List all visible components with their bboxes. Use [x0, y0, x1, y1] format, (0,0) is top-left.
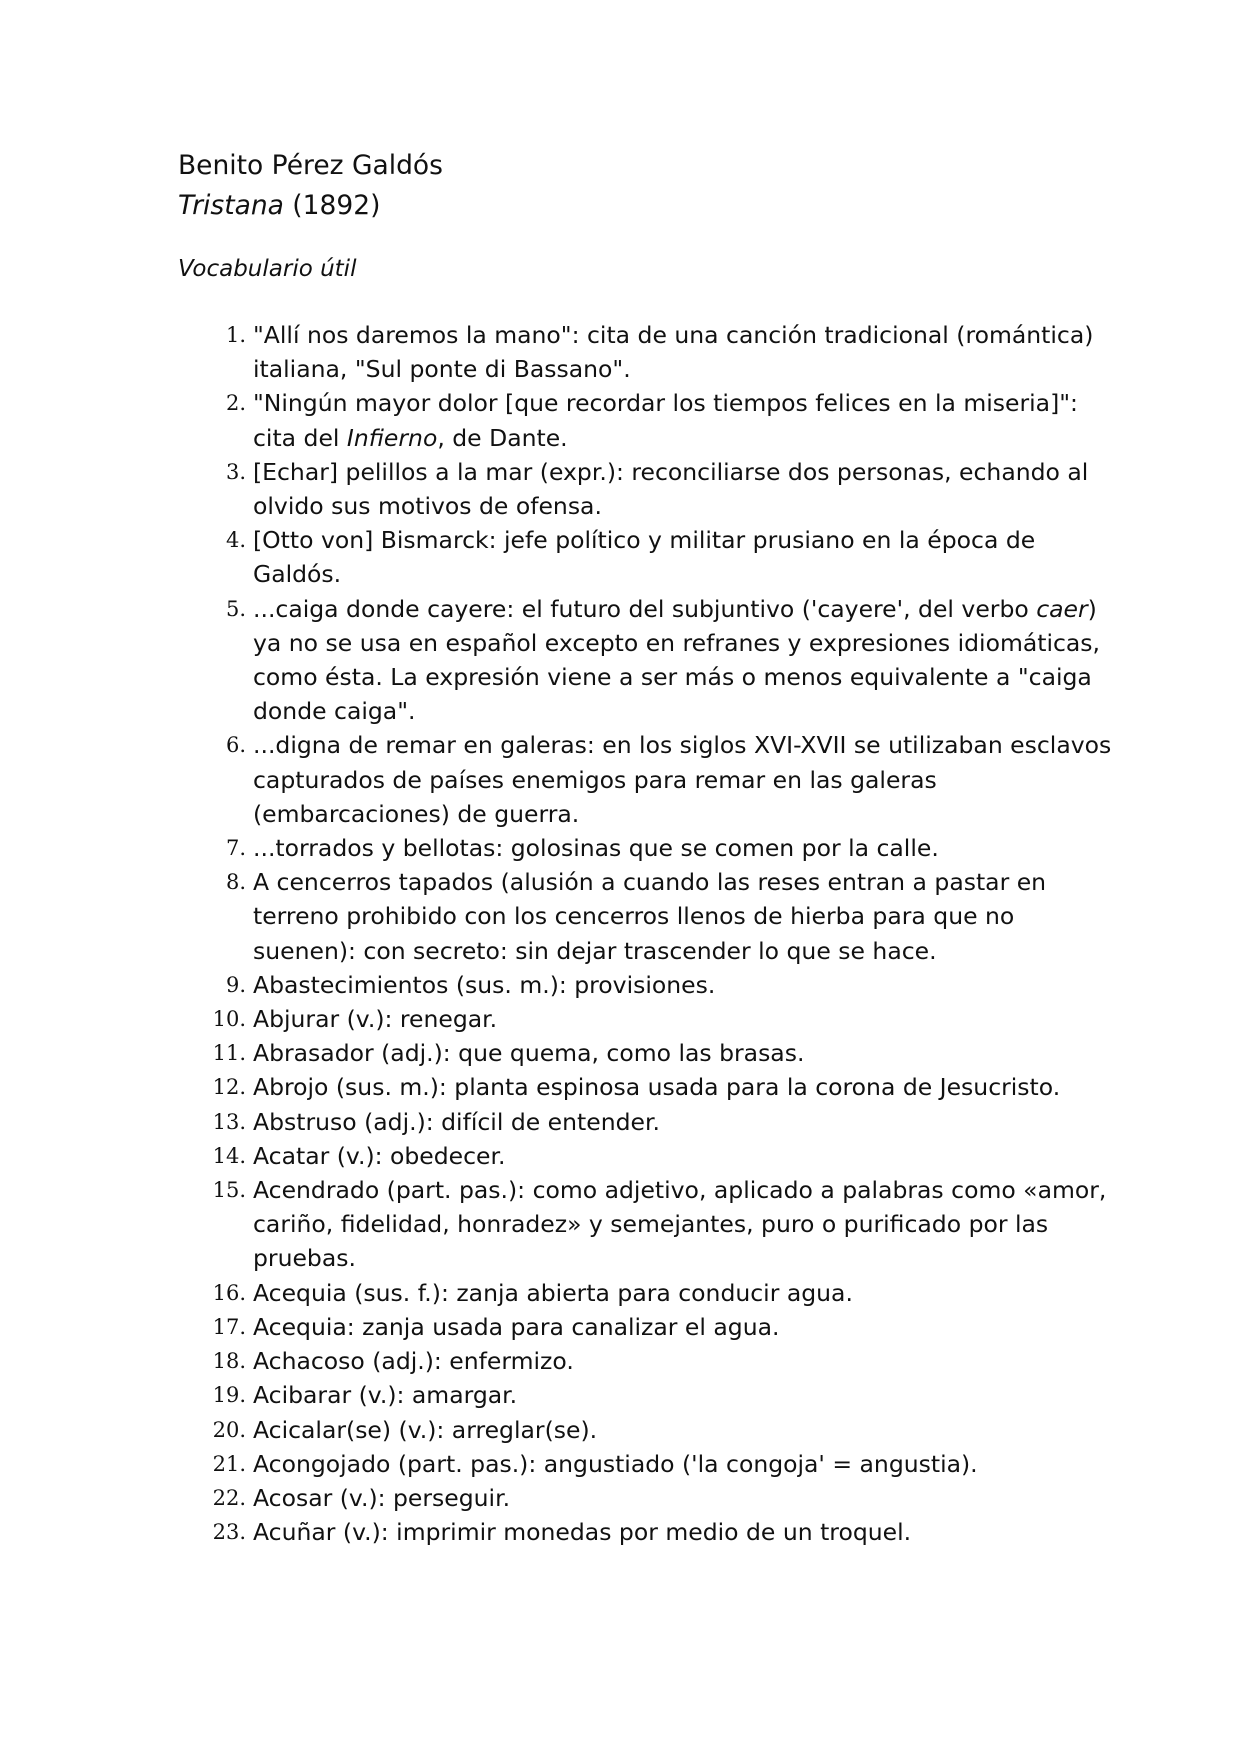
- entry-number: 5.: [225, 596, 246, 621]
- document-page: [178, 146, 1112, 1549]
- vocab-entry: [178, 523, 1123, 591]
- entry-text: Acatar (v.): obedecer.: [253, 1141, 506, 1170]
- vocab-entry: [178, 1344, 1123, 1378]
- entry-text: Acequia (sus. f.): zanja abierta para conducir agua.: [253, 1278, 853, 1307]
- entry-number: 1.: [225, 323, 246, 347]
- entry-number: 12.: [212, 1075, 246, 1100]
- entry-number: 4.: [225, 528, 246, 553]
- work-title: Tristana: [178, 190, 284, 221]
- vocab-entry: [178, 968, 1123, 1002]
- vocab-entry: [178, 1002, 1123, 1036]
- section-title: Vocabulario útil: [178, 256, 357, 282]
- vocab-entry: [178, 1139, 1123, 1173]
- vocab-entry: [178, 455, 1123, 523]
- vocab-entry: [178, 1036, 1123, 1070]
- entry-text-emphasis: caer: [1036, 594, 1088, 623]
- entry-number: 21.: [212, 1451, 246, 1476]
- entry-number: 11.: [212, 1041, 246, 1066]
- entry-number: 9.: [225, 972, 246, 997]
- entry-text-post: ) ya no se usa en español excepto en refranes y expresiones idiomáticas, como ésta. La expresión viene a ser más o menos equivalente a "caiga donde caiga".: [253, 594, 1101, 726]
- entry-text: Acequia: zanja usada para canalizar el agua.: [253, 1312, 780, 1341]
- entry-number: 10.: [212, 1007, 246, 1032]
- entry-text: A cencerros tapados (alusión a cuando las reses entran a pastar en terreno prohibido con los cencerros llenos de hierba para que no suenen): con secreto: sin dejar trascender lo que se hace.: [253, 868, 1047, 965]
- work-heading: [178, 186, 1078, 226]
- vocab-entry: [178, 1070, 1123, 1104]
- entry-number: 6.: [225, 733, 246, 758]
- entry-text: Abjurar (v.): renegar.: [253, 1005, 498, 1034]
- entry-number: 3.: [225, 459, 246, 484]
- entry-text: ...digna de remar en galeras: en los siglos XVI-XVII se utilizaban esclavos capturados de países enemigos para remar en las galeras (embarcaciones) de guerra.: [253, 731, 1112, 828]
- entry-text: Acongojado (part. pas.): angustiado ('la congoja' = angustia).: [253, 1449, 978, 1478]
- vocabulary-list: [178, 318, 1112, 1549]
- entry-text: [Otto von] Bismarck: jefe político y militar prusiano en la época de Galdós.: [253, 526, 1036, 589]
- work-year: (1892): [292, 190, 381, 221]
- entry-number: 13.: [212, 1109, 246, 1134]
- entry-text: Acuñar (v.): imprimir monedas por medio de un troquel.: [253, 1518, 912, 1547]
- vocab-entry: [178, 1310, 1123, 1344]
- entry-number: 22.: [212, 1485, 246, 1510]
- entry-text: ...torrados y bellotas: golosinas que se comen por la calle.: [253, 834, 939, 863]
- vocab-entry: [178, 1447, 1123, 1481]
- entry-number: 8.: [225, 870, 246, 895]
- entry-text: Abastecimientos (sus. m.): provisiones.: [253, 970, 716, 999]
- vocab-entry: [178, 1378, 1123, 1412]
- vocab-entry: [178, 865, 1123, 968]
- entry-number: 2.: [225, 391, 246, 416]
- vocab-entry: [178, 592, 1123, 729]
- entry-text: "Allí nos daremos la mano": cita de una canción tradicional (romántica) italiana, "Sul ponte di Bassano".: [253, 321, 1094, 384]
- entry-text-pre: ...caiga donde cayere: el futuro del subjuntivo ('cayere', del verbo: [253, 594, 1037, 623]
- entry-number: 20.: [212, 1417, 246, 1442]
- entry-number: 23.: [212, 1520, 246, 1545]
- vocab-entry: [178, 1515, 1123, 1549]
- entry-text: Abstruso (adj.): difícil de entender.: [253, 1107, 660, 1136]
- entry-number: 18.: [212, 1349, 246, 1374]
- entry-text: Abrasador (adj.): que quema, como las brasas.: [253, 1039, 805, 1068]
- entry-text: Acosar (v.): perseguir.: [253, 1483, 511, 1512]
- vocab-entry: [178, 1173, 1123, 1276]
- entry-text-post: , de Dante.: [437, 423, 568, 452]
- vocab-entry: [178, 1105, 1123, 1139]
- entry-number: 15.: [212, 1178, 246, 1203]
- entry-text: Abrojo (sus. m.): planta espinosa usada para la corona de Jesucristo.: [253, 1073, 1061, 1102]
- entry-text: Acicalar(se) (v.): arreglar(se).: [253, 1415, 598, 1444]
- entry-text-pre: "Ningún mayor dolor [que recordar los tiempos felices en la miseria]": cita del: [253, 389, 1078, 452]
- vocab-entry: [178, 1276, 1123, 1310]
- entry-number: 19.: [212, 1383, 246, 1408]
- entry-text-emphasis: Infierno: [346, 423, 438, 452]
- entry-number: 17.: [212, 1314, 246, 1339]
- vocab-entry: [178, 728, 1123, 831]
- entry-text: Achacoso (adj.): enfermizo.: [253, 1347, 574, 1376]
- entry-text: [Echar] pelillos a la mar (expr.): reconciliarse dos personas, echando al olvido sus motivos de ofensa.: [253, 457, 1089, 521]
- entry-number: 16.: [212, 1280, 246, 1305]
- entry-text: Acendrado (part. pas.): como adjetivo, aplicado a palabras como «amor, cariño, fidelidad, honradez» y semejantes, puro o purificado por las pruebas.: [253, 1176, 1107, 1273]
- entry-text: Acibarar (v.): amargar.: [253, 1381, 518, 1410]
- vocab-entry: [178, 1413, 1123, 1447]
- vocab-entry: [178, 318, 1123, 386]
- entry-number: 14.: [212, 1143, 246, 1168]
- vocab-entry: [178, 386, 1123, 454]
- entry-number: 7.: [225, 836, 246, 861]
- author-name: Benito Pérez Galdós: [178, 150, 443, 181]
- vocab-entry: [178, 1481, 1123, 1515]
- vocab-entry: [178, 831, 1123, 865]
